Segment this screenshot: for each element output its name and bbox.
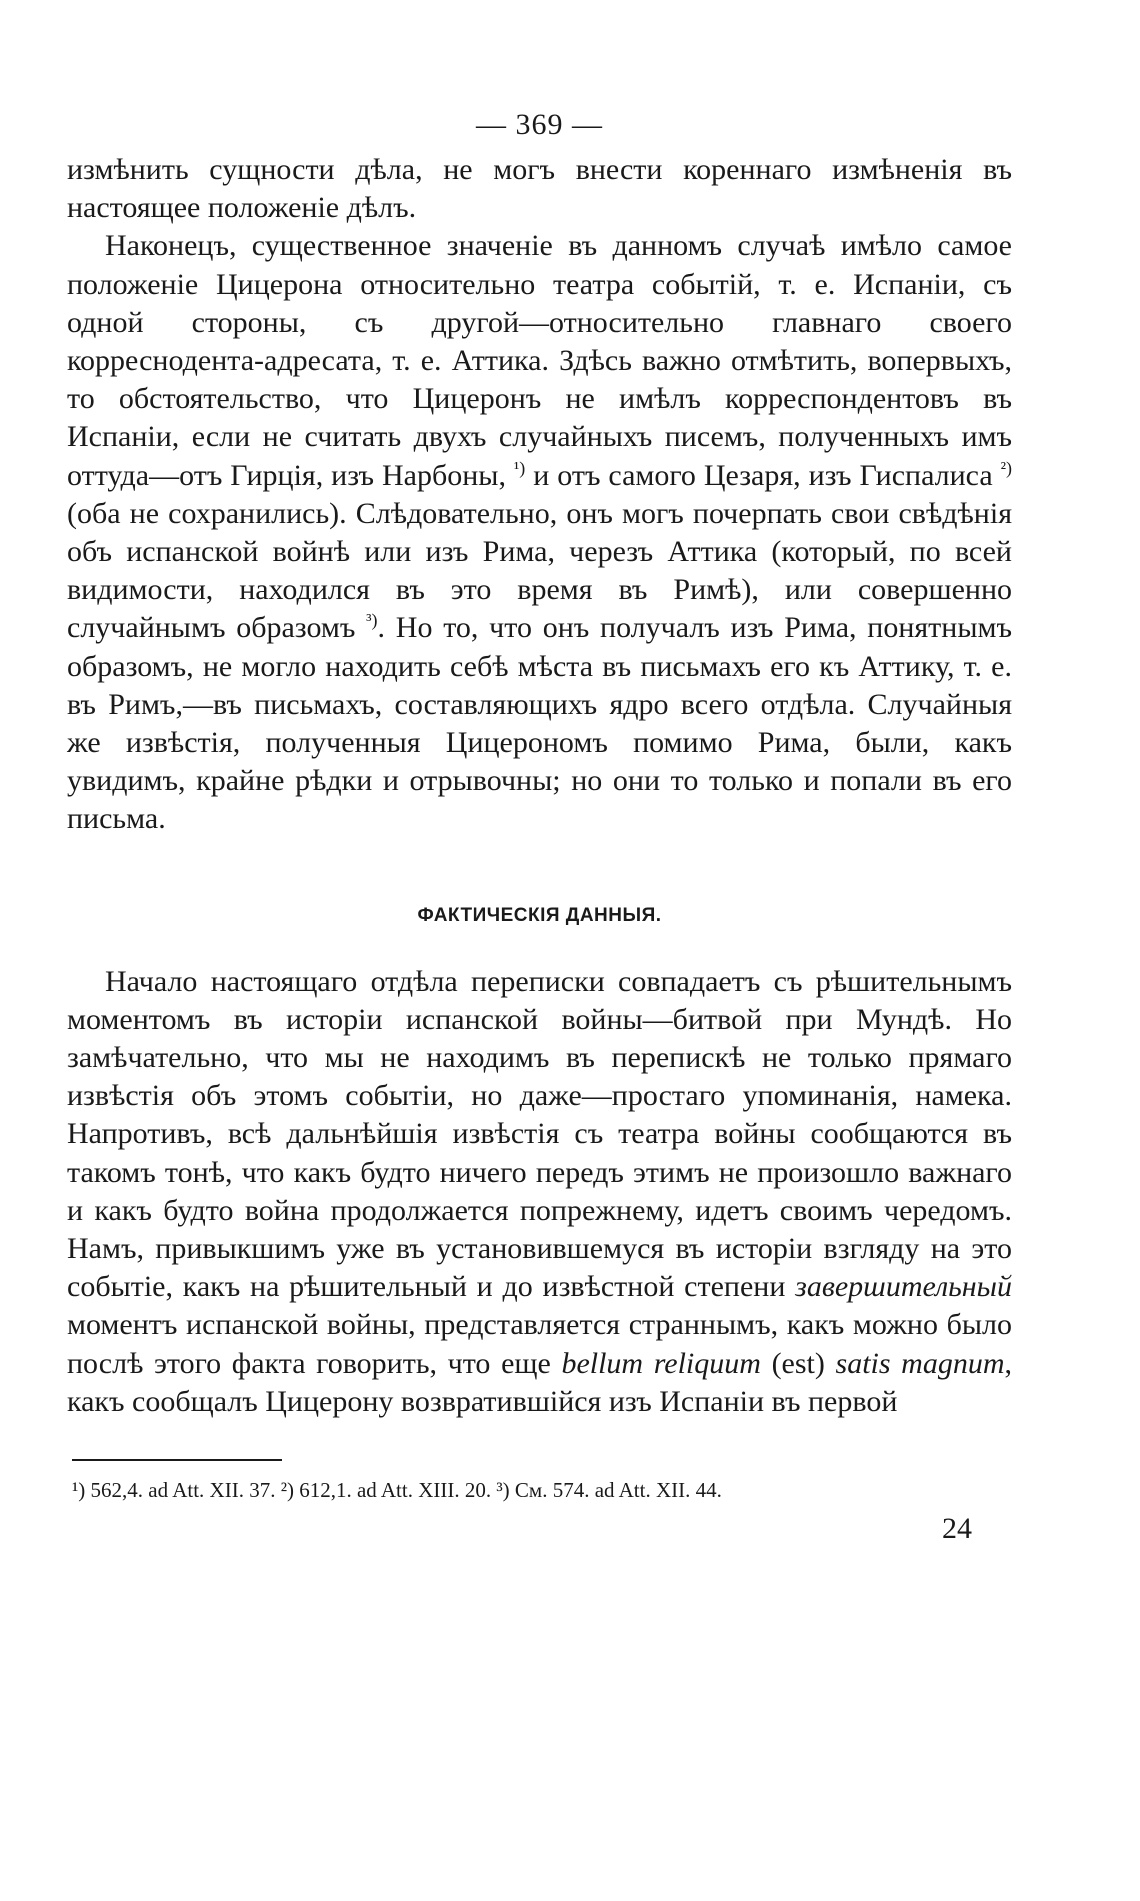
section-heading: ФАКТИЧЕСКІЯ ДАННЫЯ. <box>417 904 662 926</box>
book-page <box>67 105 1012 1549</box>
paragraph-correspondence <box>67 227 1012 838</box>
footnote-ref-1: ¹) <box>513 457 526 478</box>
page-number: — 369 — <box>476 108 603 141</box>
footnote-ref-3: ³) <box>366 610 378 631</box>
latin-quote: satis magnum <box>835 1346 1005 1380</box>
footnote-ref-2: ²) <box>1000 457 1013 478</box>
paragraph-text: (оба не сохранились). Слѣдовательно, онъ могъ почерпать свои свѣдѣнія объ испанской войнѣ или изъ Рима, черезъ Аттика (который, по всей видимости, находился въ это время въ Римѣ), или совершенно случайнымъ образомъ <box>67 496 1012 645</box>
paragraph-text: Начало настоящаго отдѣла переписки совпадаетъ съ рѣшительнымъ моментомъ въ исторіи испанской войны—битвой при Мундѣ. Но замѣчательно, что мы не находимъ въ перепискѣ не только прямаго извѣстія объ этомъ событіи, но даже—простаго упоминанія, намека. Напротивъ, всѣ дальнѣйшія извѣстія съ театра войны сообщаются въ такомъ тонѣ, что какъ будто ничего передъ этимъ не произошло важнаго и какъ будто война продолжается попрежнему, идетъ своимъ чередомъ. Намъ, привыкшимъ уже въ установившемуся въ исторіи взгляду на это событіе, какъ на рѣшительный и до извѣстной степени <box>67 964 1012 1304</box>
paragraph-text: . Но то, что онъ получалъ изъ Рима, понятнымъ образомъ, не могло находить себѣ мѣста въ письмахъ его къ Аттику, т. е. въ Римъ,—въ письмахъ, составляющихъ ядро всего отдѣла. Случайныя же извѣстія, полученныя Цицерономъ помимо Рима, были, какъ увидимъ, крайне рѣдки и отрывочны; но они то только и попали въ его письма. <box>67 611 1013 836</box>
paragraph-text: моментъ испанской войны, представляется страннымъ, какъ можно было послѣ этого факта говорить, что еще <box>67 1308 1012 1380</box>
paragraph-text: и отъ самого Цезаря, изъ Гиспалиса <box>525 458 993 492</box>
paragraph-continued: измѣнить сущности дѣла, не могъ внести кореннаго измѣненія въ настоящее положеніе дѣлъ. <box>67 153 1012 225</box>
footnote-divider <box>72 1459 282 1461</box>
latin-quote: bellum reliquum <box>561 1346 761 1380</box>
paragraph-text: (est) <box>760 1346 836 1380</box>
signature-mark: 24 <box>942 1512 972 1546</box>
footnotes: ¹) 562,4. ad Att. XII. 37. ²) 612,1. ad Att. XIII. 20. ³) См. 574. ad Att. XII. 44. <box>72 1478 722 1503</box>
paragraph-text: Наконецъ, существенное значеніе въ данномъ случаѣ имѣло самое положеніе Цицерона относительно театра событій, т. е. Испаніи, съ одной стороны, съ другой—относительно главнаго своего корреснодента-адресата, т. е. Аттика. Здѣсь важно отмѣтить, вопервыхъ, то обстоятельство, что Цицеронъ не имѣлъ корреспондентовъ въ Испаніи, если не считать двухъ случайныхъ писемъ, полученныхъ имъ оттуда—отъ Гирція, изъ Нарбоны, <box>67 229 1012 492</box>
paragraph-text: , какъ сообщалъ Цицерону возвратившійся изъ Испаніи въ первой <box>67 1346 1012 1418</box>
paragraph-munda <box>67 963 1012 1421</box>
italic-term: завершительный <box>795 1270 1012 1304</box>
